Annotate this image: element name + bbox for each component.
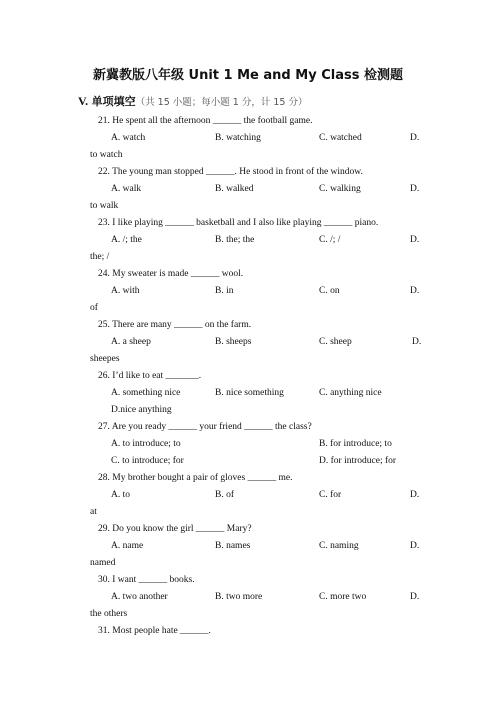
option-a: A. two another [111,592,168,602]
section-heading [78,93,307,109]
section-note: （共 15 小题；每小题 1 分，计 15 分） [135,97,308,108]
option-a: A. /; the [111,235,142,245]
option-a: A. something nice [111,388,181,398]
option-c: C. walking [319,184,361,194]
option-b: B. for introduce; to [319,439,392,449]
option-c: C. anything nice [319,388,382,398]
option-a: A. to [111,490,130,500]
section-name: 单项填空 [91,95,136,108]
option-a: A. walk [111,184,142,194]
option-b: B. in [215,286,234,296]
option-d: D. [410,184,420,194]
option-d-text: to walk [90,201,119,211]
option-d: D. [410,541,420,551]
question-stem: 25. There are many ______ on the farm. [98,320,252,330]
option-b: B. nice something [215,388,284,398]
option-b: B. of [215,490,234,500]
option-d-text: named [90,558,116,568]
option-c: C. watched [319,133,362,143]
option-b: B. walked [215,184,254,194]
option-d: D. [410,592,420,602]
option-b: B. the; the [215,235,255,245]
option-d: D. [410,133,420,143]
option-d-text: to watch [90,150,123,160]
option-d: D. [410,286,420,296]
option-c: C. to introduce; for [111,456,184,466]
option-a: A. with [111,286,140,296]
option-a: A. to introduce; to [111,439,181,449]
option-c: C. sheep [319,337,352,347]
question-stem: 27. Are you ready ______ your friend ______ the class? [98,422,312,432]
option-d: D. [410,490,420,500]
option-d-text: the others [90,609,128,619]
section-number: V. [78,94,89,108]
question-stem: 31. Most people hate ______. [98,626,211,636]
option-d-text: of [90,303,98,313]
option-d-text: sheepes [90,354,120,364]
option-c: C. naming [319,541,359,551]
question-stem: 22. The young man stopped ______. He stood in front of the window. [98,167,363,177]
option-d-text: at [90,507,97,517]
question-stem: 23. I like playing ______ basketball and I also like playing ______ piano. [98,218,379,228]
option-a: A. a sheep [111,337,151,347]
question-stem: 30. I want ______ books. [98,575,195,585]
option-b: B. two more [215,592,263,602]
option-c: C. more two [319,592,367,602]
question-stem: 21. He spent all the afternoon ______ the football game. [98,116,313,126]
option-b: B. names [215,541,251,551]
option-b: B. sheeps [215,337,252,347]
option-c: C. /; / [319,235,341,245]
question-stem: 24. My sweater is made ______ wool. [98,269,244,279]
option-b: B. watching [215,133,261,143]
option-d: D. [412,337,422,347]
question-stem: 29. Do you know the girl ______ Mary? [98,524,252,534]
option-a: A. watch [111,133,146,143]
option-d: D. for introduce; for [319,456,397,466]
option-d: D. [410,235,420,245]
option-d: D.nice anything [111,405,172,415]
option-d-text: the; / [90,252,110,262]
question-stem: 28. My brother bought a pair of gloves ______ me. [98,473,293,483]
page-title: 新冀教版八年级 Unit 1 Me and My Class 检测题 [93,68,403,83]
question-stem: 26. I’d like to eat _______. [98,371,202,381]
option-c: C. for [319,490,342,500]
option-a: A. name [111,541,144,551]
option-c: C. on [319,286,340,296]
